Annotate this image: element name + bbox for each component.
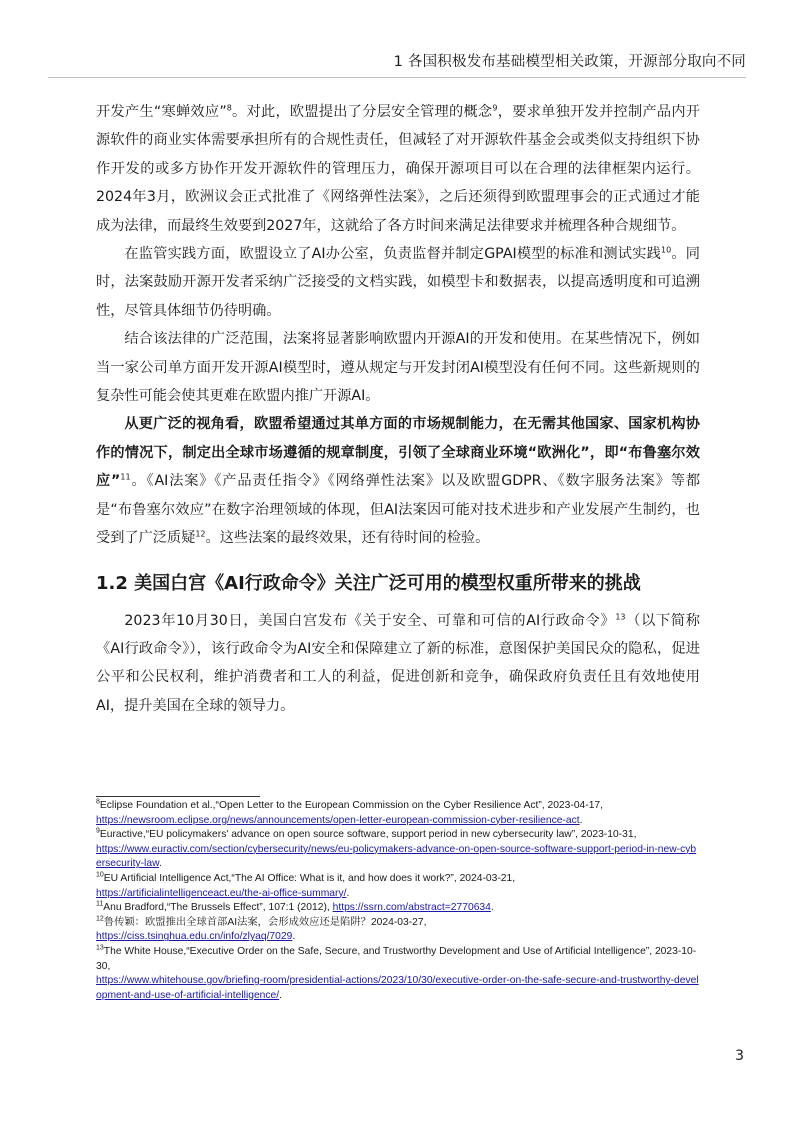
paragraph-3 bbox=[96, 325, 700, 410]
section-heading: 1.2 美国白宫《AI行政命令》关注广泛可用的模型权重所带来的挑战 bbox=[96, 572, 641, 594]
footnote-ref[interactable]: 10 bbox=[660, 245, 672, 255]
footnote-ref[interactable]: 11 bbox=[120, 472, 131, 482]
paragraph-text: ，要求单独开发并控制产品内开源软件的商业实体需要承担所有的合规性责任，但减轻了对开源软件基金会或类似支持组织下协作开发的或多方协作开发开源软件的管理压力，确保开源项目可以在合理的法律框架内运行。2024年3月，欧洲议会正式批准了《网络弹性法案》，之后还须得到欧盟理事会的正式通过才能成为法律，而最终生效要到2027年，这就给了各方时间来满足法律要求并梳理各种合规细节。 bbox=[96, 104, 700, 234]
footnote-ref[interactable]: 9 bbox=[492, 103, 498, 113]
footnote-tail: . bbox=[490, 902, 494, 914]
footnote-item bbox=[96, 945, 700, 1003]
header-divider bbox=[48, 77, 746, 78]
footnote-number: 8 bbox=[96, 798, 100, 806]
footnote-link[interactable]: https://www.whitehouse.gov/briefing-room/presidential-actions/2023/10/30/executive-order-on-the-safe-secure-and-trustworthy-development-and-use-of-artificial-intelligence/ bbox=[96, 975, 699, 1001]
footnote-tail: . bbox=[279, 989, 283, 1001]
footnote-text: The White House,“Executive Order on the Safe, Secure, and Trustworthy Development and Use of Artificial Intelligence”, 2023-10-30, bbox=[96, 945, 697, 972]
footnote-divider bbox=[96, 796, 260, 797]
footnote-item bbox=[96, 901, 700, 916]
paragraph-text: 。同时，法案鼓励开源开发者采纳广泛接受的文档实践，如模型卡和数据表，以提高透明度和可追溯性，尽管具体细节仍待明确。 bbox=[96, 246, 700, 319]
footnote-tail: . bbox=[158, 858, 162, 870]
footnote-link[interactable]: https://ciss.tsinghua.edu.cn/info/zlyaq/7029 bbox=[96, 931, 293, 943]
footnote-tail: . bbox=[579, 814, 583, 826]
paragraph-text: 。这些法案的最终效果，还有待时间的检验。 bbox=[205, 530, 490, 547]
footnote-ref[interactable]: 12 bbox=[195, 529, 206, 539]
footnote-tail: . bbox=[292, 931, 296, 943]
paragraph-text: 结合该法律的广泛范围，法案将显著影响欧盟内开源AI的开发和使用。在某些情况下，例如当一家公司单方面开发开源AI模型时，遵从规定与开发封闭AI模型没有任何不同。这些新规则的复杂性可能会使其更难在欧盟内推广开源AI。 bbox=[96, 331, 700, 405]
footnote-ref[interactable]: 13 bbox=[615, 611, 626, 621]
paragraph-1 bbox=[96, 98, 700, 240]
emphasis-text: 从更广泛的视角看，欧盟希望通过其单方面的市场规制能力，在无需其他国家、国家机构协作的情况下，制定出全球市场遵循的规章制度，引领了全球商业环境“欧洲化”，即“布鲁塞尔效应” bbox=[96, 416, 700, 490]
footnote-text: Anu Bradford,“The Brussels Effect”, 107:1 (2012), bbox=[103, 902, 330, 914]
footnote-tail: . bbox=[346, 887, 350, 899]
footnote-link[interactable]: https://ssrn.com/abstract=2770634 bbox=[332, 902, 491, 914]
footnote-text: Euractive,“EU policymakers' advance on open source software, support period in new cybersecurity law”, 2023-10-31, bbox=[99, 829, 637, 841]
footnote-item bbox=[96, 916, 700, 945]
paragraph-2 bbox=[96, 240, 700, 325]
paragraph-4 bbox=[96, 410, 700, 552]
page-number: 3 bbox=[735, 1048, 744, 1064]
footnote-text: EU Artificial Intelligence Act,“The AI Office: What is it, and how does it work?”, 2024-03-21, bbox=[103, 872, 516, 884]
footnote-text: 鲁传颖：欧盟推出全球首部AI法案，会形成效应还是陷阱？2024-03-27, bbox=[103, 916, 427, 928]
paragraph-text: 。对此，欧盟提出了分层安全管理的概念 bbox=[231, 104, 493, 120]
paragraph-text: 开发产生“寒蝉效应” bbox=[96, 104, 227, 120]
footnote-number: 12 bbox=[96, 915, 104, 923]
paragraph-text: 2023年10月30日，美国白宫发布《关于安全、可靠和可信的AI行政命令》 bbox=[124, 612, 616, 629]
footnote-link[interactable]: https://newsroom.eclipse.org/news/announcements/open-letter-european-commission-cyber-resilience-act bbox=[96, 814, 580, 826]
paragraph-text: 。《AI法案》《产品责任指令》《网络弹性法案》以及欧盟GDPR、《数字服务法案》等都是“布鲁塞尔效应”在数字治理领域的体现，但AI法案因可能对技术进步和产业发展产生制约，也受到了广泛质疑 bbox=[96, 473, 701, 547]
footnote-ref[interactable]: 8 bbox=[226, 103, 232, 113]
paragraph-5 bbox=[96, 607, 700, 721]
paragraph-text: （以下简称《AI行政命令》），该行政命令为AI安全和保障建立了新的标准，意图保护美国民众的隐私，促进公平和公民权利，维护消费者和工人的利益，促进创新和竞争，确保政府负责任且有效地使用AI，提升美国在全球的领导力。 bbox=[96, 612, 700, 714]
footnote-number: 9 bbox=[96, 827, 100, 835]
footnote-number: 10 bbox=[96, 871, 104, 879]
footnotes bbox=[96, 799, 700, 1003]
main-body bbox=[96, 98, 700, 720]
footnote-item bbox=[96, 828, 700, 872]
footnote-number: 11 bbox=[96, 900, 104, 908]
footnote-item bbox=[96, 872, 700, 901]
footnote-item bbox=[96, 799, 700, 828]
footnote-link[interactable]: https://artificialintelligenceact.eu/the-ai-office-summary/ bbox=[96, 887, 347, 899]
footnote-number: 13 bbox=[96, 944, 104, 952]
paragraph-text: 在监管实践方面，欧盟设立了AI办公室，负责监督并制定GPAI模型的标准和测试实践 bbox=[124, 246, 661, 263]
running-header: 1 各国积极发布基础模型相关政策，开源部分取向不同 bbox=[393, 54, 746, 70]
footnote-text: Eclipse Foundation et al.,“Open Letter to the European Commission on the Cyber Resilience Act”, 2023-04-17, bbox=[99, 800, 604, 811]
footnote-link[interactable]: https://www.euractiv.com/section/cybersecurity/news/eu-policymakers-advance-on-open-source-software-support-period-in-new-cybersecurity-law bbox=[96, 843, 697, 870]
